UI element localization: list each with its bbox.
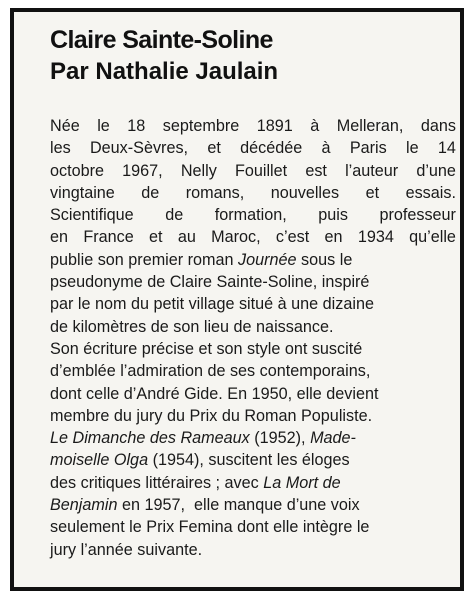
body-line (50, 472, 456, 494)
body-line (50, 427, 456, 449)
body-line (50, 226, 456, 248)
book-title: La Mort de (263, 473, 341, 492)
article-title: Claire Sainte-Soline (50, 26, 273, 54)
body-line (50, 449, 456, 471)
body-word: formation, (214, 206, 287, 225)
body-line (50, 137, 456, 159)
body-word: en 1957, elle manque d’une voix (117, 496, 360, 515)
body-word: professeur (379, 206, 456, 225)
body-word: de (165, 206, 184, 225)
body-word: vingtaine (50, 183, 115, 202)
body-line (50, 115, 456, 137)
body-word: sous le (296, 250, 353, 269)
body-word: et (365, 183, 380, 202)
body-line: pseudonyme de Claire Sainte-Soline, inspiré (50, 273, 370, 292)
article-body (50, 115, 456, 561)
body-word: (1954), suscitent les éloges (148, 451, 350, 470)
book-title: moiselle Olga (50, 451, 149, 470)
body-word: Melleran, (336, 117, 404, 135)
body-line (50, 204, 456, 226)
body-word: Deux-Sèvres, (89, 139, 189, 158)
body-word: Fouillet (234, 161, 288, 180)
body-word: publie son premier roman (50, 250, 239, 269)
body-word: Scientifique (50, 206, 134, 225)
body-word: Paris (349, 139, 387, 158)
body-line (50, 182, 456, 204)
body-line: seulement le Prix Femina dont elle intègre le (50, 518, 370, 537)
body-word: Nelly (180, 161, 217, 180)
body-word: (1952), (249, 429, 311, 448)
body-word: septembre (162, 117, 240, 135)
body-line: de kilomètres de son lieu de naissance. (50, 317, 334, 336)
book-title: Journée (238, 250, 297, 269)
body-word: l’auteur (345, 161, 399, 180)
article-box (10, 8, 464, 591)
body-word: 18 (127, 117, 146, 135)
body-word: au (177, 228, 196, 247)
body-word: Née (50, 117, 80, 135)
body-word: de (141, 183, 160, 202)
body-word: France (83, 228, 134, 247)
body-word: le (406, 139, 419, 158)
body-line: dont celle d’André Gide. En 1950, elle devient (50, 384, 379, 403)
body-word: à (310, 117, 320, 135)
book-title: Le Dimanche des Rameaux (50, 429, 250, 448)
body-word: octobre (50, 161, 104, 180)
body-word: est (305, 161, 327, 180)
body-word: c’est (275, 228, 310, 247)
body-word: dans (420, 117, 456, 135)
body-word: en (50, 228, 69, 247)
article-author: Par Nathalie Jaulain (50, 58, 279, 85)
body-line: par le nom du petit village situé à une dizaine (50, 295, 374, 314)
body-word: romans, (185, 183, 245, 202)
body-word: 1967, (122, 161, 163, 180)
body-word: à (321, 139, 331, 158)
body-word: puis (318, 206, 348, 225)
book-title: Benjamin (50, 496, 118, 515)
body-word: le (97, 117, 110, 135)
body-word: en (324, 228, 343, 247)
body-line: Son écriture précise et son style ont suscité (50, 339, 363, 358)
body-word: nouvelles (270, 183, 340, 202)
body-word: et (207, 139, 221, 158)
book-title: Made- (310, 429, 356, 448)
body-word: Maroc, (211, 228, 261, 247)
body-line (50, 494, 456, 516)
body-word: et (149, 228, 163, 247)
body-word: d’une (416, 161, 456, 180)
body-line: d’emblée l’admiration de ses contemporains, (50, 362, 371, 381)
body-word: 1934 (357, 228, 394, 247)
body-word: des critiques littéraires ; avec (50, 473, 264, 492)
body-line (50, 249, 456, 271)
body-word: 14 (437, 139, 456, 158)
body-word: essais. (405, 183, 456, 202)
body-line (50, 160, 456, 182)
body-line: membre du jury du Prix du Roman Populiste. (50, 406, 373, 425)
body-word: 1891 (256, 117, 293, 135)
body-word: les (50, 139, 71, 158)
body-word: décédée (240, 139, 303, 158)
body-word: qu’elle (409, 228, 456, 247)
body-line: jury l’année suivante. (50, 540, 203, 559)
